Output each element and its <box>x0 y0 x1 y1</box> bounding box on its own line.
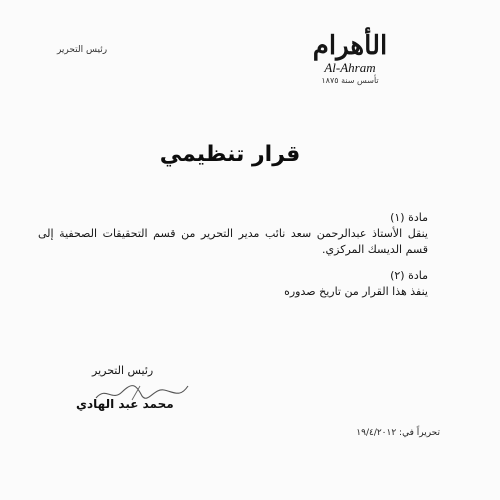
signature-block <box>56 358 226 418</box>
signature-title: رئيس التحرير <box>92 364 154 377</box>
document-body <box>38 210 428 300</box>
article-label: مادة (١) <box>390 211 428 224</box>
logo-founded-text: تأسس سنة ١٨٧٥ <box>321 76 379 85</box>
article-text: ينقل الأستاذ عبدالرحمن سعد نائب مدير التحرير من قسم التحقيقات الصحفية إلى قسم الديسك المركزي. <box>38 227 428 256</box>
article-1 <box>38 210 428 258</box>
article-label: مادة (٢) <box>390 269 428 282</box>
al-ahram-logo <box>308 32 392 100</box>
article-2 <box>38 268 428 300</box>
logo-arabic-text: الأهرام <box>312 31 388 61</box>
header-editor-title: رئيس التحرير <box>56 45 108 55</box>
logo-latin-text: Al-Ahram <box>324 60 376 75</box>
document-title: قرار تنظيمي <box>159 142 301 167</box>
signatory-name: محمد عبد الهادي <box>76 397 174 411</box>
issue-date: تحريراً في: ١٩/٤/٢٠١٢ <box>356 428 440 438</box>
article-text: ينفذ هذا القرار من تاريخ صدوره <box>284 285 428 298</box>
